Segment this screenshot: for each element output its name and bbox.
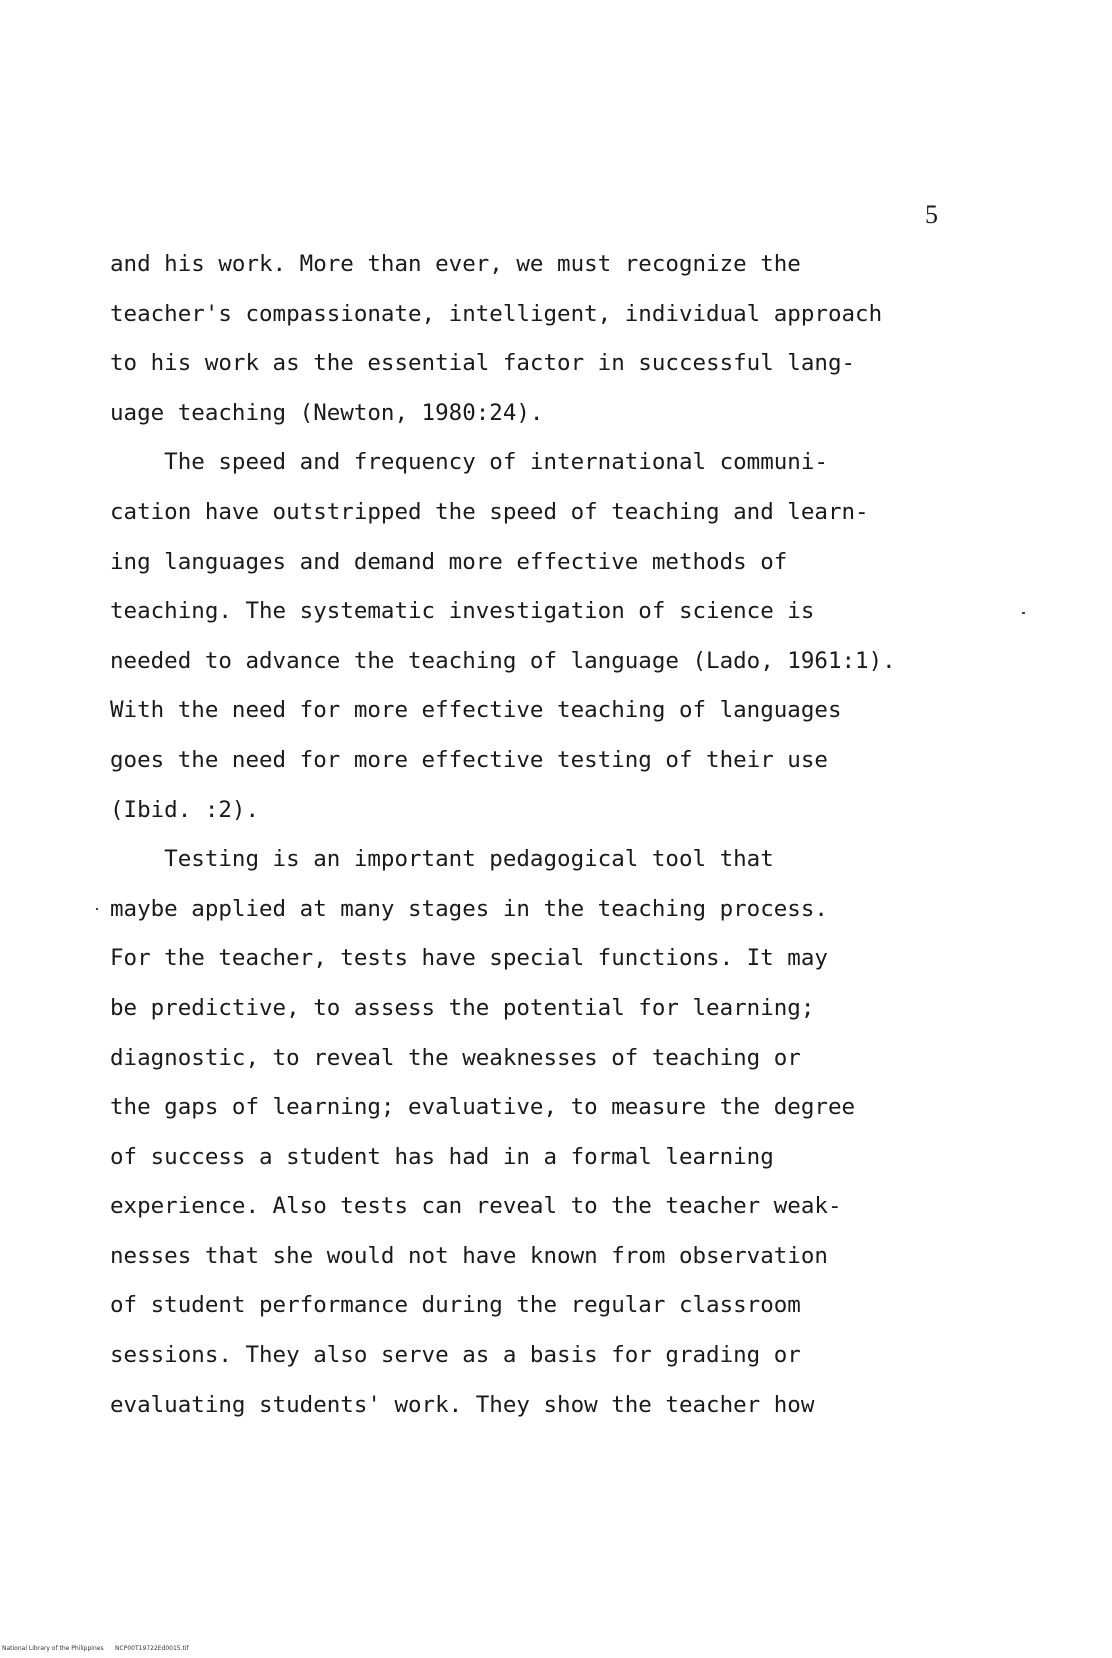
text-line: With the need for more effective teaching of languages	[110, 697, 842, 724]
text-line: uage teaching (Newton, 1980:24).	[110, 399, 544, 426]
text-line: teaching. The systematic investigation of science is	[110, 598, 815, 625]
footer-file-id: NCP00T19722Ed0015.tif	[115, 1645, 189, 1652]
text-line: the gaps of learning; evaluative, to measure the degree	[110, 1094, 856, 1121]
text-line: maybe applied at many stages in the teaching process.	[110, 895, 828, 922]
text-line: needed to advance the teaching of language (Lado, 1961:1).	[110, 647, 896, 674]
scan-speck	[1022, 612, 1025, 614]
text-line: of success a student has had in a formal learning	[110, 1143, 774, 1170]
text-line: goes the need for more effective testing of their use	[110, 746, 828, 773]
text-line: ing languages and demand more effective methods of	[110, 548, 788, 575]
text-line: and his work. More than ever, we must recognize the	[110, 251, 801, 277]
text-line: For the teacher, tests have special functions. It may	[110, 945, 828, 972]
text-line: Testing is an important pedagogical tool that	[110, 846, 774, 873]
text-line: The speed and frequency of international communi-	[110, 449, 828, 476]
scan-speck	[96, 908, 98, 910]
footer-library: National Library of the Philippines	[2, 1645, 104, 1652]
scan-footer	[2, 1645, 189, 1652]
body-text	[110, 240, 1010, 1430]
text-line: be predictive, to assess the potential for learning;	[110, 994, 815, 1021]
text-line: of student performance during the regular classroom	[110, 1292, 801, 1319]
text-line: sessions. They also serve as a basis for grading or	[110, 1342, 801, 1369]
text-line: cation have outstripped the speed of teaching and learn-	[110, 498, 869, 525]
text-line: diagnostic, to reveal the weaknesses of teaching or	[110, 1044, 801, 1071]
text-line: evaluating students' work. They show the teacher how	[110, 1391, 815, 1418]
text-line: experience. Also tests can reveal to the teacher weak-	[110, 1193, 842, 1220]
text-line: teacher's compassionate, intelligent, individual approach	[110, 300, 883, 327]
text-line: to his work as the essential factor in successful lang-	[110, 350, 856, 377]
text-line: nesses that she would not have known from observation	[110, 1242, 828, 1269]
page-number: 5	[925, 200, 938, 229]
text-line: (Ibid. :2).	[110, 796, 260, 823]
